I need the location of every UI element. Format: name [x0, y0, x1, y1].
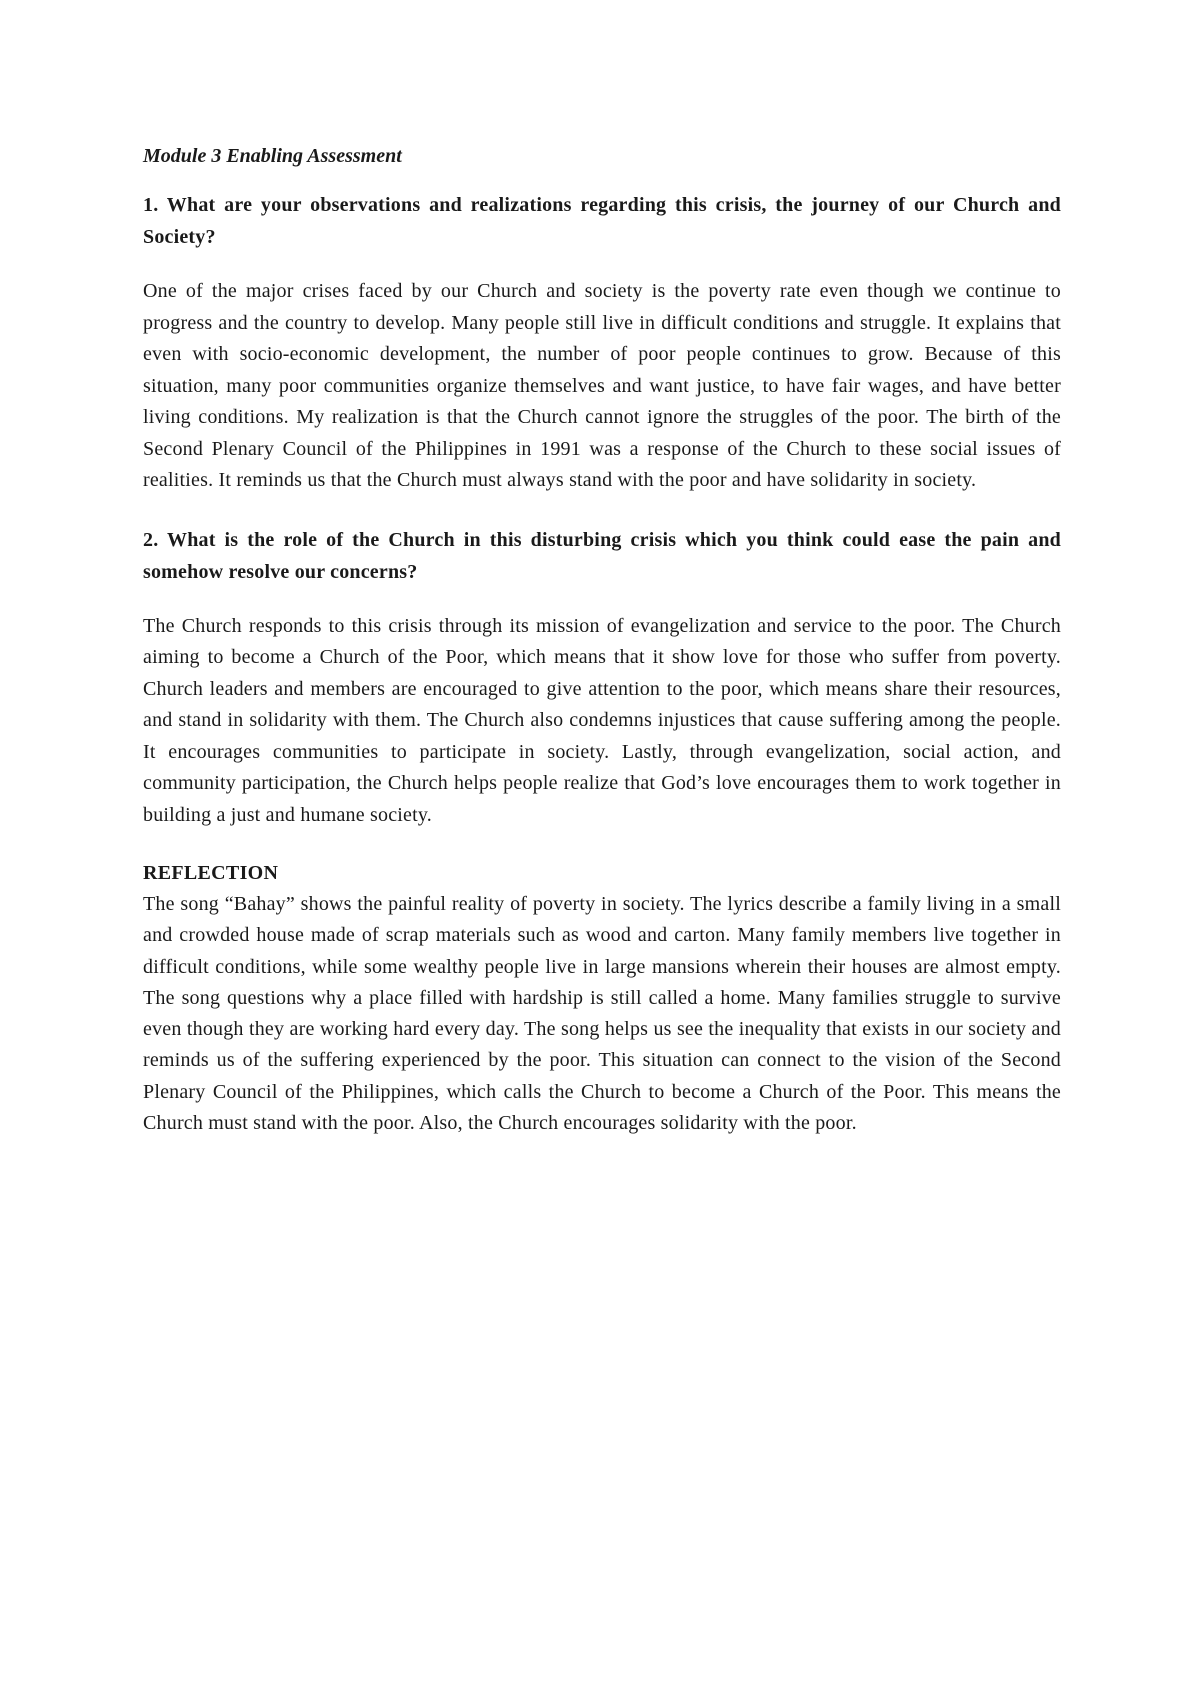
answer-1: One of the major crises faced by our Church and society is the poverty rate even though we continue to progress and the country to develop. Many people still live in difficult conditions and struggle. It explains that even with socio-economic development, the number of poor people continues to grow. Because of this situation, many poor communities organize themselves and want justice, to have fair wages, and have better living conditions. My realization is that the Church cannot ignore the struggles of the poor. The birth of the Second Plenary Council of the Philippines in 1991 was a response of the Church to these social issues of realities. It reminds us that the Church must always stand with the poor and have solidarity in society. [143, 280, 1061, 491]
module-title: Module 3 Enabling Assessment [143, 145, 402, 167]
document-page [143, 140, 1061, 1139]
question-2: 2. What is the role of the Church in this disturbing crisis which you think could ease the pain and somehow resolve our concerns? [143, 528, 1061, 583]
reflection-body: The song “Bahay” shows the painful reality of poverty in society. The lyrics describe a family living in a small and crowded house made of scrap materials such as wood and carton. Many family members live together in difficult conditions, while some wealthy people live in large mansions wherein their houses are almost empty. The song questions why a place filled with hardship is still called a home. Many families struggle to survive even though they are working hard every day. The song helps us see the inequality that exists in our society and reminds us of the suffering experienced by the poor. This situation can connect to the vision of the Second Plenary Council of the Philippines, which calls the Church to become a Church of the Poor. This means the Church must stand with the poor. Also, the Church encourages solidarity with the poor. [143, 893, 1061, 1135]
question-1: 1. What are your observations and realizations regarding this crisis, the journey of our Church and Society? [143, 194, 1061, 248]
answer-2: The Church responds to this crisis through its mission of evangelization and service to the poor. The Church aiming to become a Church of the Poor, which means that it show love for those who suffer from poverty. Church leaders and members are encouraged to give attention to the poor, which means share their resources, and stand in solidarity with them. The Church also condemns injustices that cause suffering among the people. It encourages communities to participate in society. Lastly, through evangelization, social action, and community participation, the Church helps people realize that God’s love encourages them to work together in building a just and humane society. [143, 614, 1061, 826]
reflection-heading: REFLECTION [143, 862, 279, 884]
